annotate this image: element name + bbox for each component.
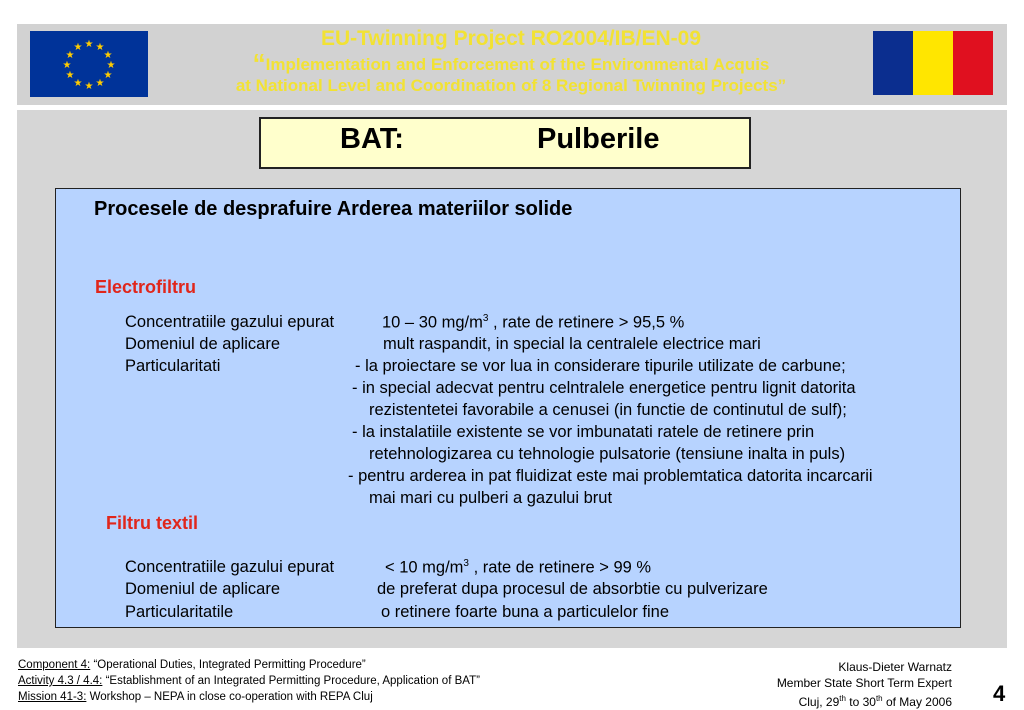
svg-text:★: ★: [103, 50, 113, 61]
ft-row-value: de preferat dupa procesul de absorbtie cu pulverizare: [377, 580, 768, 598]
electrofiltru-label: Electrofiltru: [95, 277, 197, 297]
project-title-line3: at National Level and Coordination of 8 Regional Twinning Projects”: [235, 76, 787, 96]
eu-flag-icon: [30, 31, 148, 97]
footer-date-post: of May 2006: [882, 695, 952, 709]
svg-text:★: ★: [62, 60, 72, 71]
footer-date-sup1: th: [839, 694, 846, 703]
footer-date-sup2: th: [875, 694, 883, 703]
ef-value-sup: 3: [482, 313, 489, 324]
ro-flag-blue: [873, 31, 913, 95]
footer-activity-text: “Establishment of an Integrated Permitting Procedure, Application of BAT”: [102, 675, 480, 687]
footer-date-pre: Cluj, 29: [798, 695, 840, 709]
ef-row-label: Domeniul de aplicare: [125, 335, 281, 353]
svg-text:★: ★: [84, 39, 94, 50]
ef-row-value: [382, 313, 684, 333]
project-title-line2: [150, 50, 872, 77]
ft-value-post: , rate de retinere > 99 %: [468, 558, 652, 577]
footer-component-label: Component 4:: [18, 659, 91, 671]
footer-component-text: “Operational Duties, Integrated Permitting Procedure”: [90, 659, 366, 671]
ef-continuation: retehnologizarea cu tehnologie pulsatorie (tensiune inalta in puls): [369, 445, 846, 463]
footer-date-mid: to 30: [845, 695, 876, 709]
ft-value-sup: 3: [463, 558, 469, 569]
project-title-line2-text: Implementation and Enforcement of the Environmental Acquis: [265, 55, 770, 75]
ef-row-value: - la proiectare se vor lua in considerare tipurile utilizate de carbune;: [355, 357, 846, 375]
ef-continuation: - pentru arderea in pat fluidizat este mai problemtatica datorita incarcarii: [348, 467, 873, 485]
svg-text:★: ★: [73, 42, 83, 53]
eu-flag-stars: [30, 31, 148, 97]
filtru-textil-label: Filtru textil: [106, 513, 199, 533]
section-heading: Procesele de desprafuire Arderea materiilor solide: [94, 198, 573, 220]
svg-text:★: ★: [84, 81, 94, 92]
ft-row-label: Particularitatile: [125, 603, 234, 621]
footer-expert-name: Klaus-Dieter Warnatz: [838, 660, 952, 674]
ro-flag-red: [953, 31, 993, 95]
footer-mission-label: Mission 41-3:: [18, 691, 87, 703]
slide-title-right: Pulberile: [537, 123, 660, 155]
title-box: [259, 117, 751, 169]
ft-row-value: o retinere foarte buna a particulelor fine: [381, 603, 670, 621]
svg-text:★: ★: [103, 70, 113, 81]
ef-value-post: , rate de retinere > 95,5 %: [488, 313, 685, 332]
footer-date: [777, 691, 952, 710]
footer-activity-label: Activity 4.3 / 4.4:: [18, 675, 103, 687]
footer-project-info: [18, 657, 480, 705]
footer-expert-role: Member State Short Term Expert: [776, 676, 952, 690]
ft-row-value: [385, 558, 651, 578]
ef-continuation: - la instalatiile existente se vor imbunatati ratele de retinere prin: [352, 423, 815, 441]
ef-continuation: mai mari cu pulberi a gazului brut: [369, 489, 613, 507]
project-title: [150, 28, 872, 95]
ef-row-label: Concentratiile gazului epurat: [125, 313, 335, 331]
page-number: 4: [993, 681, 1006, 706]
ft-value-pre: < 10 mg/m: [385, 558, 464, 577]
svg-text:★: ★: [65, 50, 75, 61]
ft-row-label: Domeniul de aplicare: [125, 580, 281, 598]
ef-continuation: rezistentetei favorabile a cenusei (in functie de continutul de sulf);: [369, 401, 847, 419]
footer-expert-info: [777, 659, 952, 710]
ef-row-value: mult raspandit, in special la centralele electrice mari: [383, 335, 761, 353]
ef-row-label: Particularitati: [125, 357, 221, 375]
svg-text:★: ★: [65, 70, 75, 81]
svg-text:★: ★: [106, 60, 116, 71]
footer-mission: [18, 689, 480, 705]
svg-text:★: ★: [95, 42, 105, 53]
slide-title-left: BAT:: [340, 123, 404, 155]
project-title-line1: EU-Twinning Project RO2004/IB/EN-09: [320, 27, 702, 50]
ef-value-pre: 10 – 30 mg/m: [382, 313, 483, 332]
open-quote: “: [252, 48, 266, 79]
footer-mission-text: Workshop – NEPA in close co-operation with REPA Cluj: [86, 691, 373, 703]
svg-text:★: ★: [95, 78, 105, 89]
ft-row-label: Concentratiile gazului epurat: [125, 558, 335, 576]
ef-continuation: - in special adecvat pentru celntralele energetice pentru lignit datorita: [352, 379, 856, 397]
ro-flag-yellow: [913, 31, 953, 95]
footer-component: [18, 657, 480, 673]
romania-flag-icon: [873, 31, 993, 95]
svg-text:★: ★: [73, 78, 83, 89]
footer-activity: [18, 673, 480, 689]
